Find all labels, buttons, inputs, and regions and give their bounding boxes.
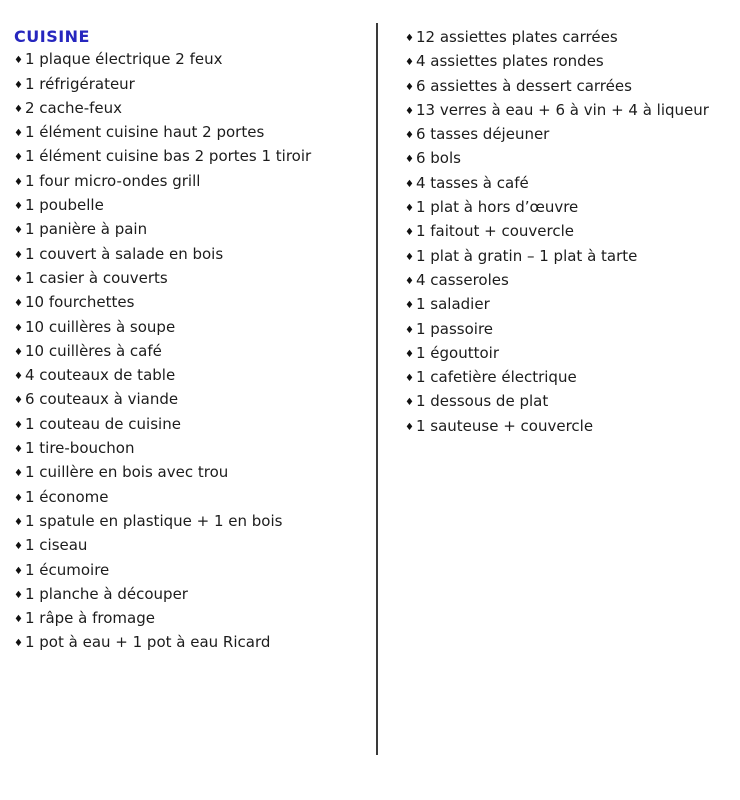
diamond-bullet-icon: ♦ [14, 55, 23, 67]
diamond-bullet-icon: ♦ [405, 324, 414, 336]
diamond-bullet-icon: ♦ [14, 225, 23, 237]
list-item [14, 243, 364, 267]
item-text: 12 assiettes plates carrées [415, 28, 618, 46]
item-text: 13 verres à eau + 6 à vin + 4 à liqueur [415, 100, 709, 119]
diamond-bullet-icon: ♦ [14, 249, 23, 261]
list-item [405, 269, 735, 293]
diamond-bullet-icon: ♦ [14, 589, 23, 601]
list-item [14, 48, 364, 72]
list-item [14, 631, 364, 655]
item-text: 4 assiettes plates rondes [415, 52, 604, 71]
item-text: 4 casseroles [415, 270, 509, 289]
item-text: 1 casier à couverts [24, 268, 168, 287]
diamond-bullet-icon: ♦ [405, 275, 414, 287]
diamond-bullet-icon: ♦ [405, 57, 414, 69]
item-text: 6 bols [415, 149, 461, 168]
list-item [405, 220, 735, 244]
list-item [14, 583, 364, 607]
list-item [405, 342, 735, 366]
item-text: 1 poubelle [24, 196, 104, 215]
item-text: 1 dessous de plat [415, 392, 549, 411]
list-item [14, 437, 364, 461]
diamond-bullet-icon: ♦ [14, 565, 23, 577]
list-item [14, 291, 364, 315]
list-item [405, 318, 735, 342]
diamond-bullet-icon: ♦ [405, 251, 414, 263]
item-text: 1 ciseau [24, 536, 88, 555]
item-text: 1 économe [24, 487, 109, 506]
item-text: 1 réfrigérateur [24, 74, 135, 93]
item-text: 1 égouttoir [415, 343, 499, 362]
list-item [14, 364, 364, 388]
diamond-bullet-icon: ♦ [14, 516, 23, 528]
list-item [405, 123, 735, 147]
list-item [14, 534, 364, 558]
diamond-bullet-icon: ♦ [14, 322, 23, 334]
list-item [14, 73, 364, 97]
item-text: 6 assiettes à dessert carrées [415, 76, 632, 95]
diamond-bullet-icon: ♦ [405, 300, 414, 312]
list-item [405, 147, 735, 171]
diamond-bullet-icon: ♦ [405, 397, 414, 409]
diamond-bullet-icon: ♦ [14, 176, 23, 188]
list-item [14, 340, 364, 364]
list-item [14, 559, 364, 583]
item-text: 1 spatule en plastique + 1 en bois [24, 511, 283, 530]
diamond-bullet-icon: ♦ [14, 298, 23, 310]
item-text: 1 plaque électrique 2 feux [24, 50, 223, 69]
list-item [14, 461, 364, 485]
item-text: 4 couteaux de table [24, 366, 176, 385]
list-item [405, 99, 735, 123]
diamond-bullet-icon: ♦ [14, 103, 23, 115]
item-text: 1 écumoire [24, 560, 110, 579]
item-text: 1 plat à hors d’œuvre [415, 198, 579, 217]
list-item [14, 267, 364, 291]
column-divider [376, 23, 378, 755]
diamond-bullet-icon: ♦ [405, 178, 414, 190]
diamond-bullet-icon: ♦ [405, 154, 414, 166]
diamond-bullet-icon: ♦ [405, 373, 414, 385]
diamond-bullet-icon: ♦ [14, 273, 23, 285]
diamond-bullet-icon: ♦ [14, 395, 23, 407]
item-text: 1 four micro-ondes grill [24, 171, 201, 190]
item-text: 10 cuillères à soupe [24, 317, 176, 336]
left-column [14, 26, 364, 656]
item-text: 1 élément cuisine bas 2 portes 1 tiroir [24, 147, 312, 166]
list-item [14, 607, 364, 631]
diamond-bullet-icon: ♦ [405, 203, 414, 215]
diamond-bullet-icon: ♦ [14, 444, 23, 456]
item-text: 1 pot à eau + 1 pot à eau Ricard [24, 633, 271, 652]
item-text: 1 râpe à fromage [24, 609, 155, 628]
diamond-bullet-icon: ♦ [405, 81, 414, 93]
diamond-bullet-icon: ♦ [14, 614, 23, 626]
page-title: CUISINE [14, 27, 90, 46]
list-item [14, 413, 364, 437]
item-text: 1 cafetière électrique [415, 368, 577, 387]
list-item [14, 121, 364, 145]
item-text: 1 plat à gratin – 1 plat à tarte [415, 246, 638, 265]
item-text: 6 couteaux à viande [24, 390, 179, 409]
item-text: 1 tire-bouchon [24, 439, 135, 458]
list-item [405, 75, 735, 99]
diamond-bullet-icon: ♦ [14, 492, 23, 504]
list-item [14, 97, 364, 121]
diamond-bullet-icon: ♦ [14, 346, 23, 358]
diamond-bullet-icon: ♦ [14, 468, 23, 480]
list-item [405, 172, 735, 196]
diamond-bullet-icon: ♦ [14, 638, 23, 650]
item-text: 4 tasses à café [415, 173, 529, 192]
diamond-bullet-icon: ♦ [14, 541, 23, 553]
item-text: 1 saladier [415, 295, 490, 314]
diamond-bullet-icon: ♦ [405, 348, 414, 360]
item-text: 10 cuillères à café [24, 341, 162, 360]
list-item [14, 218, 364, 242]
list-item [405, 50, 735, 74]
right-column [405, 26, 735, 439]
diamond-bullet-icon: ♦ [405, 130, 414, 142]
list-item [14, 170, 364, 194]
item-text: 10 fourchettes [24, 293, 135, 312]
diamond-bullet-icon: ♦ [405, 227, 414, 239]
diamond-bullet-icon: ♦ [405, 421, 414, 433]
list-item [14, 510, 364, 534]
item-text: 1 sauteuse + couvercle [415, 416, 594, 435]
item-text: 1 panière à pain [24, 220, 148, 239]
item-text: 1 cuillère en bois avec trou [24, 463, 229, 482]
list-item [405, 366, 735, 390]
list-item [14, 194, 364, 218]
diamond-bullet-icon: ♦ [405, 105, 414, 117]
diamond-bullet-icon: ♦ [14, 128, 23, 140]
list-item [14, 388, 364, 412]
list-item [14, 316, 364, 340]
diamond-bullet-icon: ♦ [14, 419, 23, 431]
item-text: 1 couvert à salade en bois [24, 244, 224, 263]
list-item [405, 26, 735, 50]
diamond-bullet-icon: ♦ [14, 152, 23, 164]
left-item-list [14, 48, 364, 655]
item-text: 6 tasses déjeuner [415, 125, 550, 144]
diamond-bullet-icon: ♦ [14, 79, 23, 91]
item-text: 1 faitout + couvercle [415, 222, 574, 241]
diamond-bullet-icon: ♦ [405, 33, 414, 44]
list-item [405, 293, 735, 317]
item-text: 1 planche à découper [24, 584, 188, 603]
list-item [405, 196, 735, 220]
right-item-list [405, 26, 735, 439]
list-item [14, 486, 364, 510]
diamond-bullet-icon: ♦ [14, 201, 23, 213]
item-text: 1 couteau de cuisine [24, 414, 181, 433]
item-text: 1 élément cuisine haut 2 portes [24, 123, 265, 142]
diamond-bullet-icon: ♦ [14, 371, 23, 383]
item-text: 1 passoire [415, 319, 494, 338]
list-item [405, 390, 735, 414]
item-text: 2 cache-feux [24, 98, 123, 117]
list-item [405, 245, 735, 269]
list-item [14, 145, 364, 169]
list-item [405, 415, 735, 439]
